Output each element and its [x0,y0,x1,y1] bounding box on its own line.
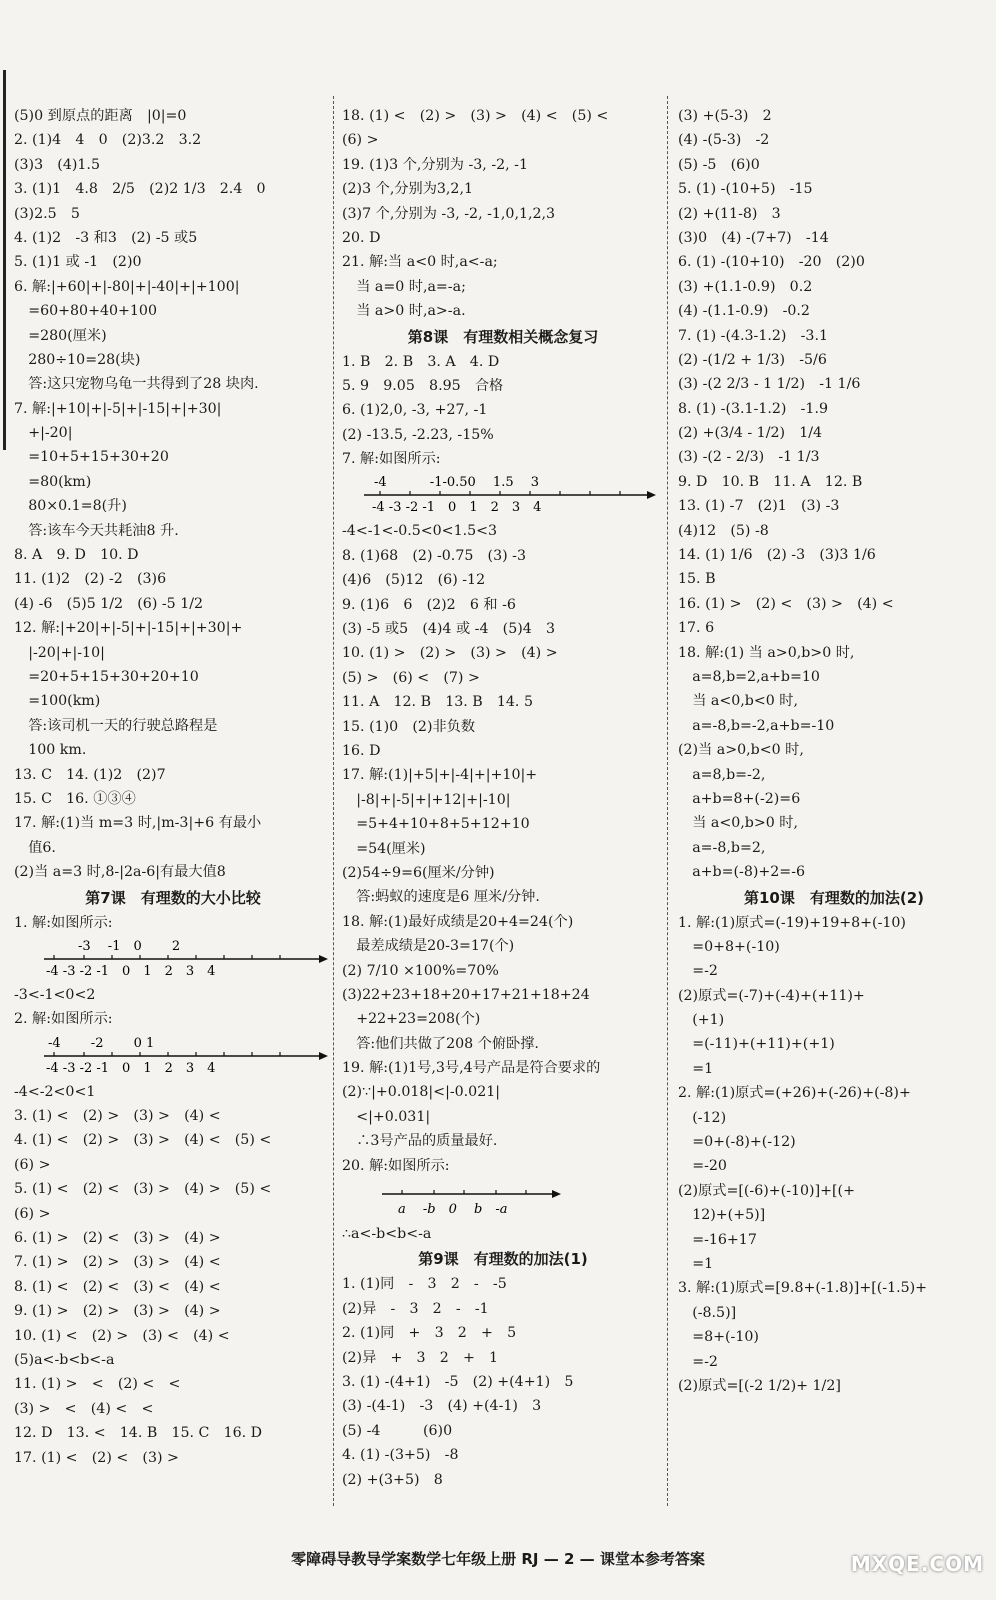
answer-line: =54(厘米) [342,840,426,857]
answer-line: 8. (1) < (2) < (3) < (4) < [14,1278,221,1295]
answer-line: a=8,b=2,a+b=10 [678,668,820,685]
answer-line: =-2 [678,1353,718,1370]
answer-line: a=8,b=-2, [678,766,766,783]
answer-line: 当 a<0,b<0 时, [678,693,798,710]
answer-line: 16. (1) > (2) < (3) > (4) < [678,595,894,612]
answer-line: (3)2.5 5 [14,205,80,222]
answer-line: 5. (1) -(10+5) -15 [678,181,813,198]
answer-line: (5)a<-b<b<-a [14,1351,115,1368]
answer-line: (4)6 (5)12 (6) -12 [342,572,486,589]
section-heading-lesson9: 第9课 有理数的加法(1) [418,1250,588,1269]
answer-line: 3. (1) < (2) > (3) > (4) < [14,1108,221,1125]
answer-line: 5. (1)1 或 -1 (2)0 [14,254,142,271]
answer-line: 2. (1)4 4 0 (2)3.2 3.2 [14,132,202,149]
answer-line: (4) -(5-3) -2 [678,132,770,149]
answer-line: (2)当 a=3 时,8-|2a-6|有最大值8 [14,864,226,881]
answer-line: =-20 [678,1158,727,1175]
answer-line: 答:蚂蚁的速度是6 厘米/分钟. [342,889,540,906]
answer-line: =-2 [678,963,718,980]
answer-line: 3. (1)1 4.8 2/5 (2)2 1/3 2.4 0 [14,181,266,198]
answer-line: (2)∵|+0.018|<|-0.021| [342,1084,501,1101]
answer-line: ∴3号产品的质量最好. [342,1133,498,1150]
answer-line: (6) > [342,132,379,149]
number-line-lesson8-q7 [342,473,664,517]
answer-line: 3. 解:(1)原式=[9.8+(-1.8)]+[(-1.5)+ [678,1280,928,1297]
answer-line: 17. 解:(1)当 m=3 时,|m-3|+6 有最小 [14,815,262,832]
answer-line: 280÷10=28(块) [14,351,141,368]
answer-line: 13. (1) -7 (2)1 (3) -3 [678,498,840,515]
answer-line: 2. (1)同 + 3 2 + 5 [342,1325,517,1342]
answer-line: =280(厘米) [14,327,107,344]
answer-line: 18. 解:(1)最好成绩是20+4=24(个) [342,913,574,930]
answer-line: 3. (1) -(4+1) -5 (2) +(4+1) 5 [342,1373,574,1390]
answer-line: (2) +(11-8) 3 [678,205,781,222]
col2-lines-a [342,104,664,324]
answer-line: +|-20| [14,425,73,442]
number-line-lesson7-q1 [14,937,332,981]
answer-line: 17. (1) < (2) < (3) > [14,1449,179,1466]
watermark-logo: MXQE.COM [850,1552,984,1576]
answer-line: 11. (1) > < (2) < < [14,1376,181,1393]
answer-line: 6. (1)2,0, -3, +27, -1 [342,402,488,419]
answer-line: 20. D [342,229,381,246]
answer-line: 15. (1)0 (2)非负数 [342,718,476,735]
answer-line: 21. 解:当 a<0 时,a<-a; [342,254,498,271]
page-edge-mark [3,70,6,450]
answer-line: 12. D 13. < 14. B 15. C 16. D [14,1425,263,1442]
answer-line: =100(km) [14,693,101,710]
answer-line: 15. B [678,571,716,588]
answer-line: ∴a<-b<b<-a [342,1226,432,1243]
col2-lines-c [342,519,664,1178]
answer-line: 15. C 16. ①③④ [14,790,136,807]
answer-line: (2) +(3/4 - 1/2) 1/4 [678,425,823,442]
answer-line: 答:他们共做了208 个俯卧撑. [342,1035,539,1052]
number-line-lesson8-q20 [342,1180,664,1220]
answer-line: (3) -(2 - 2/3) -1 1/3 [678,449,820,466]
answer-line: (2)原式=[(-2 1/2)+ 1/2] [678,1377,841,1394]
answer-line: 2. 解:如图所示: [14,1011,113,1028]
answer-line: 19. (1)3 个,分别为 -3, -2, -1 [342,156,528,173]
answer-line: =-16+17 [678,1231,757,1248]
answer-line: 16. D [342,742,381,759]
section-heading-lesson7: 第7课 有理数的大小比较 [85,888,261,907]
answer-line: -3<-1<0<2 [14,986,96,1003]
answer-line: (2)当 a>0,b<0 时, [678,742,804,759]
section-heading-lesson10: 第10课 有理数的加法(2) [743,888,925,907]
answer-line: (4)12 (5) -8 [678,522,769,539]
answer-line: (3) +(1.1-0.9) 0.2 [678,278,813,295]
answer-line: (3) -5 或5 (4)4 或 -4 (5)4 3 [342,621,556,638]
answer-line: <|+0.031| [342,1108,431,1125]
col1-lines-c [14,983,332,1032]
answer-line: (2) +(3+5) 8 [342,1471,443,1488]
answer-line: a+b=(-8)+2=-6 [678,864,806,881]
answer-line: 值6. [14,839,56,856]
answer-line: a=-8,b=2, [678,839,766,856]
answer-line: 1. 解:(1)原式=(-19)+19+8+(-10) [678,914,906,931]
answer-line: (2) -(1/2 + 1/3) -5/6 [678,351,827,368]
answer-line: 6. (1) > (2) < (3) > (4) > [14,1230,221,1247]
answer-line: (6) > [14,1156,51,1173]
answer-line: =20+5+15+30+20+10 [14,668,199,685]
answer-line: (5) -5 (6)0 [678,156,760,173]
answer-line: =5+4+10+8+5+12+10 [342,816,530,833]
answer-line: =60+80+40+100 [14,303,157,320]
answer-column-3 [678,104,990,1398]
number-line-tick-labels: -4 -3 -2 -1 0 1 2 3 4 [372,500,542,516]
section-heading-lesson8: 第8课 有理数相关概念复习 [407,327,599,346]
col1-lines-a [14,104,332,885]
answer-line: 9. (1)6 6 (2)2 6 和 -6 [342,596,516,613]
answer-line: 12. 解:|+20|+|-5|+|-15|+|+30|+ [14,620,243,637]
answer-line: (3) > < (4) < < [14,1400,154,1417]
answer-line: 12)+(+5)] [678,1207,766,1224]
answer-line: 4. (1)2 -3 和3 (2) -5 或5 [14,229,198,246]
answer-line: 8. A 9. D 10. D [14,547,139,564]
answer-line: =8+(-10) [678,1329,759,1346]
answer-line: 1. B 2. B 3. A 4. D [342,353,500,370]
answer-line: (-8.5)] [678,1304,737,1321]
col2-lines-d [342,1222,664,1246]
answer-line: (+1) [678,1012,725,1029]
answer-line: |-8|+|-5|+|+12|+|-10| [342,791,511,808]
answer-line: 10. (1) > (2) > (3) > (4) > [342,645,558,662]
answer-line: 7. 解:如图所示: [342,451,441,468]
answer-line: (2)原式=(-7)+(-4)+(+11)+ [678,987,865,1004]
answer-line: (3)0 (4) -(7+7) -14 [678,229,829,246]
answer-line: 10. (1) < (2) > (3) < (4) < [14,1327,230,1344]
col2-lines-b [342,350,664,472]
answer-line: 答:该司机一天的行驶总路程是 [14,717,218,734]
page-footer: 零障碍导教导学案数学七年级上册 RJ — 2 — 课堂本参考答案 [291,1550,705,1568]
answer-line: (2)54÷9=6(厘米/分钟) [342,864,495,881]
answer-line: 14. (1) 1/6 (2) -3 (3)3 1/6 [678,547,876,564]
answer-line: 1. 解:如图所示: [14,914,113,931]
number-line-top-labels: -3 -1 0 2 [78,938,181,954]
answer-line: 4. (1) < (2) > (3) > (4) < (5) < [14,1132,272,1149]
answer-line: =(-11)+(+11)+(+1) [678,1036,835,1053]
answer-line: (3) -(2 2/3 - 1 1/2) -1 1/6 [678,376,861,393]
answer-line: (3)7 个,分别为 -3, -2, -1,0,1,2,3 [342,205,556,222]
answer-line: (4) -6 (5)5 1/2 (6) -5 1/2 [14,595,204,612]
answer-line: 答:这只宠物乌龟一共得到了28 块肉. [14,376,259,393]
answer-line: (2) 7/10 ×100%=70% [342,962,499,979]
answer-line: a=-8,b=-2,a+b=-10 [678,717,835,734]
column-separator-2 [667,96,668,1506]
answer-line: (3)3 (4)1.5 [14,156,100,173]
answer-line: (5)0 到原点的距离 |0|=0 [14,108,187,124]
answer-line: (2)异 + 3 2 + 1 [342,1349,499,1366]
answer-line: 最差成绩是20-3=17(个) [342,938,515,955]
answer-line: 7. (1) -(4.3-1.2) -3.1 [678,327,828,344]
answer-line: -4<-1<-0.5<0<1.5<3 [342,523,498,540]
answer-line: -4<-2<0<1 [14,1083,96,1100]
answer-line: (2)异 - 3 2 - -1 [342,1300,489,1317]
answer-line: =10+5+15+30+20 [14,449,169,466]
number-line-labels: a -b 0 b -a [398,1202,508,1218]
answer-line: 当 a=0 时,a=-a; [342,278,466,295]
answer-line: 7. (1) > (2) > (3) > (4) < [14,1254,221,1271]
number-line-tick-labels: -4 -3 -2 -1 0 1 2 3 4 [46,1060,216,1076]
answer-line: 2. 解:(1)原式=(+26)+(-26)+(-8)+ [678,1085,911,1102]
answer-line: 9. D 10. B 11. A 12. B [678,473,863,490]
answer-line: (5) > (6) < (7) > [342,669,480,686]
answer-line: 80×0.1=8(升) [14,498,127,515]
answer-line: =0+8+(-10) [678,938,780,955]
answer-line: 18. 解:(1) 当 a>0,b>0 时, [678,644,855,661]
answer-line: =1 [678,1255,714,1272]
col2-lines-e [342,1272,664,1492]
number-line-top-labels: -4 -1-0.50 1.5 3 [374,475,540,491]
answer-column-1 [14,104,332,1470]
col3-lines-a [678,104,990,885]
answer-line: (2) -13.5, -2.23, -15% [342,426,494,443]
column-separator-1 [333,96,334,1506]
answer-line: 13. C 14. (1)2 (2)7 [14,766,166,783]
answer-line: (-12) [678,1109,727,1126]
answer-line: 8. (1)68 (2) -0.75 (3) -3 [342,547,526,564]
answer-line: 5. (1) < (2) < (3) > (4) > (5) < [14,1181,272,1198]
answer-line: 5. 9 9.05 8.95 合格 [342,377,504,394]
answer-line: 当 a>0 时,a>-a. [342,303,466,320]
answer-line: 17. 6 [678,620,715,637]
answer-line: =80(km) [14,473,92,490]
col1-lines-d [14,1080,332,1470]
answer-line: |-20|+|-10| [14,644,105,661]
col3-lines-b [678,911,990,1399]
answer-line: 6. (1) -(10+10) -20 (2)0 [678,254,865,271]
answer-line: 18. (1) < (2) > (3) > (4) < (5) < [342,108,609,124]
answer-line: (2)原式=[(-6)+(-10)]+[(+ [678,1182,855,1199]
answer-line: =0+(-8)+(-12) [678,1134,796,1151]
answer-line: 11. A 12. B 13. B 14. 5 [342,694,533,711]
answer-line: (4) -(1.1-0.9) -0.2 [678,303,810,320]
answer-line: 20. 解:如图所示: [342,1157,450,1174]
number-line-top-labels: -4 -2 0 1 [48,1035,155,1051]
answer-line: 1. (1)同 - 3 2 - -5 [342,1276,507,1293]
answer-line: (3) -(4-1) -3 (4) +(4-1) 3 [342,1398,542,1415]
number-line-lesson7-q2 [14,1034,332,1078]
answer-line: =1 [678,1060,714,1077]
answer-line: (2)3 个,分别为3,2,1 [342,181,473,198]
answer-line: (3) +(5-3) 2 [678,108,772,124]
answer-line: 4. (1) -(3+5) -8 [342,1447,459,1464]
answer-line: (6) > [14,1205,51,1222]
col1-lines-b [14,911,332,935]
answer-line: 9. (1) > (2) > (3) > (4) > [14,1303,221,1320]
answer-line: 7. 解:|+10|+|-5|+|-15|+|+30| [14,400,222,417]
number-line-tick-labels: -4 -3 -2 -1 0 1 2 3 4 [46,963,216,979]
answer-line: +22+23=208(个) [342,1011,481,1028]
answer-line: 答:该车今天共耗油8 升. [14,522,179,539]
answer-line: (5) -4 (6)0 [342,1422,453,1439]
answer-column-2 [342,104,664,1492]
answer-line: 19. 解:(1)1号,3号,4号产品是符合要求的 [342,1060,601,1077]
answer-line: 8. (1) -(3.1-1.2) -1.9 [678,400,828,417]
answer-line: 当 a<0,b>0 时, [678,815,798,832]
answer-line: 11. (1)2 (2) -2 (3)6 [14,571,167,588]
answer-line: 100 km. [14,742,87,759]
answer-line: 6. 解:|+60|+|-80|+|-40|+|+100| [14,278,240,295]
answer-line: (3)22+23+18+20+17+21+18+24 [342,986,590,1003]
answer-line: 17. 解:(1)|+5|+|-4|+|+10|+ [342,767,538,784]
answer-line: a+b=8+(-2)=6 [678,790,801,807]
